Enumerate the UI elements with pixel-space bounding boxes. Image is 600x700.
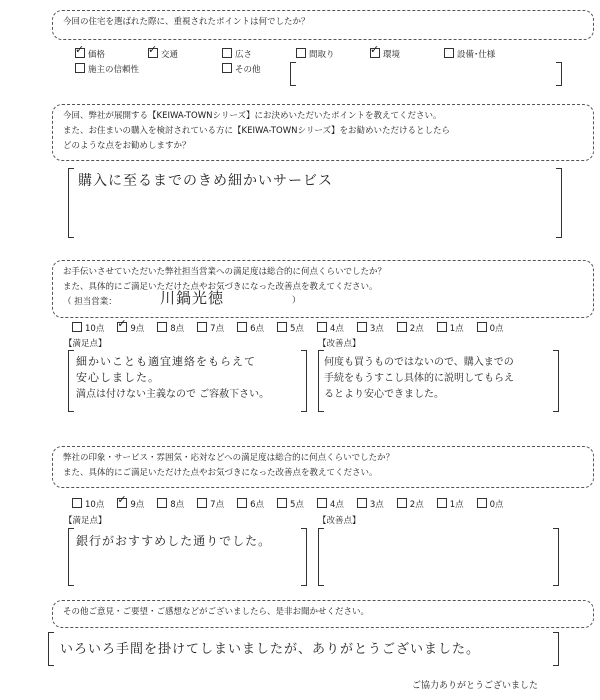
q3-improve-line-2: 手続をもうすこし具体的に説明してもらえ	[324, 373, 514, 384]
checkbox-icon[interactable]	[444, 48, 454, 58]
q3-question-box	[52, 260, 594, 318]
checkbox-icon[interactable]	[477, 322, 487, 332]
q2-handwritten-answer: 購入に至るまでのきめ細かいサービス	[78, 173, 333, 189]
q3-improve-bracket-right	[553, 350, 559, 412]
checkbox-icon[interactable]	[237, 498, 247, 508]
checkbox-icon[interactable]	[397, 498, 407, 508]
checkbox-icon[interactable]	[75, 48, 85, 58]
q1-option-other[interactable]: その他	[222, 63, 261, 75]
q3-good-bracket-left	[68, 350, 74, 412]
q3-good-label: 【満足点】	[64, 339, 107, 349]
q4-question-line-1: 弊社の印象・サービス・雰囲気・応対などへの満足度は総合的に何点くらいでしたか？	[63, 453, 395, 463]
checkbox-icon[interactable]	[72, 498, 82, 508]
checkbox-icon[interactable]	[75, 63, 85, 73]
q1-option-transport[interactable]: ✓ 交通	[148, 48, 178, 60]
q4-score-row	[72, 498, 517, 510]
checkbox-icon[interactable]	[477, 498, 487, 508]
q2-question-line-3: どのような点をお勧めしますか？	[63, 141, 191, 151]
q4-score-10[interactable]: 10点	[72, 498, 104, 510]
q3-score-0[interactable]: 0点	[477, 322, 504, 334]
q1-option-environment[interactable]: ✓ 環境	[370, 48, 400, 60]
q4-good-bracket-right	[301, 528, 307, 586]
q3-score-9[interactable]: ✓ 9点	[117, 322, 144, 334]
checkbox-icon[interactable]	[197, 498, 207, 508]
q1-option-size[interactable]: 広さ	[222, 48, 252, 60]
q4-score-9[interactable]: ✓ 9点	[117, 498, 144, 510]
q3-question-line-2: また、具体的にご満足いただけた点やお気づきになった改善点を教えてください。	[63, 282, 378, 292]
checkbox-icon[interactable]	[157, 498, 167, 508]
q3-score-8[interactable]: 8点	[157, 322, 184, 334]
q4-good-line-1: 銀行がおすすめした通りでした。	[76, 534, 272, 548]
q1-other-bracket-left	[290, 62, 296, 86]
q4-good-bracket-left	[68, 528, 74, 586]
q4-improve-bracket-left	[318, 528, 324, 586]
q3-improve-label: 【改善点】	[318, 339, 361, 349]
checkbox-icon[interactable]	[437, 322, 447, 332]
checkbox-icon[interactable]	[437, 498, 447, 508]
q2-question-line-1: 今回、弊社が展開する【KEIWA-TOWNシリーズ】にお決めいただいたポイントを教えてください。	[63, 111, 442, 121]
q4-score-2[interactable]: 2点	[397, 498, 424, 510]
checkbox-icon[interactable]	[197, 322, 207, 332]
q1-option-layout[interactable]: 間取り	[296, 48, 335, 60]
q2-answer-bracket-right	[556, 168, 562, 238]
q3-good-line-1: 細かいことも適宜連絡をもらえて	[76, 355, 256, 368]
q4-question-line-2: また、具体的にご満足いただけた点やお気づきになった改善点を教えてください。	[63, 468, 378, 478]
checkbox-icon[interactable]	[370, 48, 380, 58]
q4-score-0[interactable]: 0点	[477, 498, 504, 510]
checkbox-icon[interactable]	[357, 322, 367, 332]
q3-score-4[interactable]: 4点	[317, 322, 344, 334]
q3-score-1[interactable]: 1点	[437, 322, 464, 334]
q3-good-bracket-right	[301, 350, 307, 412]
q4-score-8[interactable]: 8点	[157, 498, 184, 510]
q3-good-line-3: 満点は付けない主義なので ご容赦下さい。	[76, 389, 270, 400]
q4-score-1[interactable]: 1点	[437, 498, 464, 510]
q3-score-3[interactable]: 3点	[357, 322, 384, 334]
q1-other-bracket-right	[556, 62, 562, 86]
q5-answer-bracket-left	[48, 632, 54, 666]
checkbox-icon[interactable]	[397, 322, 407, 332]
q3-question-line-1: お手伝いさせていただいた弊社担当営業への満足度は総合的に何点くらいでしたか？	[63, 267, 387, 277]
checkbox-icon[interactable]	[357, 498, 367, 508]
checkbox-icon[interactable]	[222, 63, 232, 73]
q1-option-price[interactable]: ✓価格	[75, 48, 105, 60]
checkbox-icon[interactable]	[72, 322, 82, 332]
checkbox-icon[interactable]	[317, 498, 327, 508]
checkbox-icon[interactable]	[117, 322, 127, 332]
q3-improve-line-3: るとより安心できました。	[324, 389, 444, 400]
q2-answer-bracket-left	[68, 168, 74, 238]
q5-question: その他ご意見・ご要望・ご感想などがございましたら、是非お聞かせください。	[63, 607, 370, 617]
q3-good-line-2: 安心しました。	[76, 371, 160, 384]
checkbox-icon[interactable]	[148, 48, 158, 58]
q3-rep-line: （ 担当営業：	[63, 297, 117, 307]
q2-question-box	[52, 104, 594, 161]
q2-question-line-2: また、お住まいの購入を検討されている方に【KEIWA-TOWNシリーズ】をお勧めいただけるとしたら	[63, 126, 451, 136]
q3-rep-label: 担当営業：	[74, 297, 117, 307]
q3-rep-close-paren: ）	[292, 296, 301, 306]
q5-handwritten-answer: いろいろ手間を掛けてしまいましたが、ありがとうございました。	[60, 642, 481, 657]
checkbox-icon[interactable]	[157, 322, 167, 332]
q1-question-box	[52, 10, 594, 40]
q4-improve-label: 【改善点】	[318, 516, 361, 526]
q4-score-5[interactable]: 5点	[277, 498, 304, 510]
q4-improve-bracket-right	[553, 528, 559, 586]
q3-score-10[interactable]: 10点	[72, 322, 104, 334]
footer-thanks: ご協力ありがとうございました	[411, 681, 538, 691]
q1-option-equipment[interactable]: 設備･仕様	[444, 48, 495, 60]
q4-score-6[interactable]: 6点	[237, 498, 264, 510]
checkbox-icon[interactable]	[237, 322, 247, 332]
q3-score-row	[72, 322, 517, 334]
checkbox-icon[interactable]	[277, 498, 287, 508]
q3-improve-line-1: 何度も買うものではないので、購入までの	[324, 357, 514, 368]
checkbox-icon[interactable]	[117, 498, 127, 508]
checkbox-icon[interactable]	[277, 322, 287, 332]
checkbox-icon[interactable]	[222, 48, 232, 58]
q3-score-2[interactable]: 2点	[397, 322, 424, 334]
checkbox-icon[interactable]	[317, 322, 327, 332]
q3-score-7[interactable]: 7点	[197, 322, 224, 334]
q3-rep-name: 川鍋光徳	[160, 289, 225, 307]
q4-score-7[interactable]: 7点	[197, 498, 224, 510]
q3-score-6[interactable]: 6点	[237, 322, 264, 334]
q3-score-5[interactable]: 5点	[277, 322, 304, 334]
checkbox-icon[interactable]	[296, 48, 306, 58]
q4-score-4[interactable]: 4点	[317, 498, 344, 510]
q4-question-box	[52, 446, 594, 488]
q1-question: 今回の住宅を選ばれた際に、重視されたポイントは何でしたか？	[63, 17, 310, 27]
q5-question-box	[52, 600, 594, 628]
q5-answer-bracket-right	[553, 632, 559, 666]
q4-score-3[interactable]: 3点	[357, 498, 384, 510]
q1-option-builder-trust[interactable]: 施主の信頼性	[75, 63, 139, 75]
q4-good-label: 【満足点】	[64, 516, 107, 526]
